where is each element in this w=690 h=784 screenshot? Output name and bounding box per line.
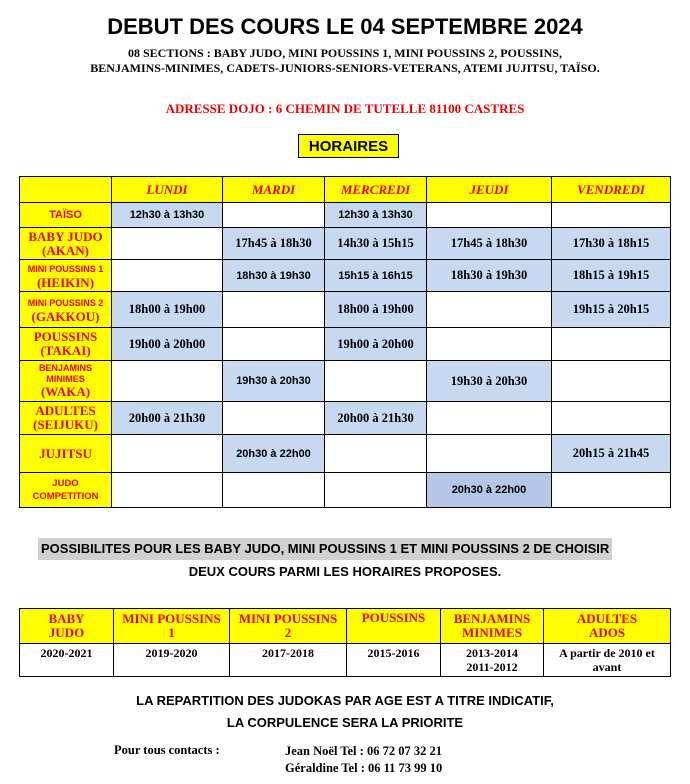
schedule-table — [19, 176, 671, 508]
row-label — [20, 292, 112, 328]
time-slot: 12h30 à 13h30 — [112, 203, 223, 228]
row-label — [20, 361, 112, 402]
time-slot — [112, 473, 223, 508]
birth-years-line: 2013-2014 — [466, 646, 518, 660]
time-slot: 20h00 à 21h30 — [325, 402, 427, 435]
birth-years-line: 2019-2020 — [145, 646, 198, 660]
time-slot: 19h30 à 20h30 — [427, 361, 552, 402]
age-years-row — [20, 644, 671, 677]
sections-line-2: BENJAMINS-MINIMES, CADETS-JUNIORS-SENIORS-VETERANS, ATEMI JUJITSU, TAÏSO. — [90, 61, 600, 75]
birth-years-line: 2017-2018 — [262, 646, 314, 660]
row-label — [20, 402, 112, 435]
age-header-line: 2 — [284, 625, 292, 640]
time-slot — [427, 328, 552, 361]
contact-entry: Jean Noël Tel : 06 72 07 32 21 — [285, 744, 442, 758]
row-label-line: (TAKAI) — [40, 343, 91, 358]
time-slot: 18h30 à 19h30 — [427, 260, 552, 292]
age-header-line: ADOS — [588, 625, 626, 640]
time-slot: 20h00 à 21h30 — [112, 402, 223, 435]
dojo-address: ADRESSE DOJO : 6 CHEMIN DE TUTELLE 81100 CASTRES — [165, 101, 525, 116]
time-slot — [223, 473, 325, 508]
time-slot: 12h30 à 13h30 — [325, 203, 427, 228]
row-label-line: (AKAN) — [42, 242, 89, 258]
contact-entry: Géraldine Tel : 06 11 73 99 10 — [285, 761, 443, 775]
time-slot — [552, 473, 671, 508]
birth-years — [347, 644, 441, 677]
day-header: MERCREDI — [325, 177, 427, 203]
row-label-line: JUDO — [52, 478, 79, 489]
age-header-row — [20, 609, 671, 644]
age-category-header — [114, 609, 230, 644]
age-header-line: MINI POUSSINS — [122, 611, 221, 626]
time-slot: 18h30 à 19h30 — [223, 260, 325, 292]
birth-years-line: 2011-2012 — [466, 660, 518, 674]
possibilities-line-1: POSSIBILITES POUR LES BABY JUDO, MINI POUSSINS 1 ET MINI POUSSINS 2 DE CHOISIR — [38, 538, 612, 560]
birth-years-line: 2015-2016 — [367, 646, 420, 660]
possibilities-line-2: DEUX COURS PARMI LES HORAIRES PROPOSES. — [188, 564, 502, 579]
page-title: DEBUT DES COURS LE 04 SEPTEMBRE 2024 — [107, 14, 583, 39]
time-slot: 14h30 à 15h15 — [325, 228, 427, 260]
row-label — [20, 228, 112, 260]
time-slot — [223, 292, 325, 328]
time-slot — [112, 228, 223, 260]
time-slot — [427, 292, 552, 328]
time-slot: 19h00 à 20h00 — [112, 328, 223, 361]
time-slot: 17h45 à 18h30 — [223, 228, 325, 260]
age-header-line: JUDO — [48, 625, 85, 640]
time-slot: 17h45 à 18h30 — [427, 228, 552, 260]
age-note — [0, 690, 690, 734]
birth-years — [20, 644, 114, 677]
schedule-row-mini-poussins-2 — [20, 292, 671, 328]
row-label-line: BABY JUDO — [28, 228, 103, 244]
row-label-line: BENJAMINS MINIMES — [38, 363, 92, 384]
time-slot — [325, 435, 427, 473]
time-slot: 18h00 à 19h00 — [325, 292, 427, 328]
row-label-line: (GAKKOU) — [31, 308, 100, 324]
age-header-line: MINIMES — [462, 625, 522, 640]
time-slot: 20h30 à 22h00 — [223, 435, 325, 473]
age-header-line: MINI POUSSINS — [238, 611, 338, 626]
age-note-line-2: LA CORPULENCE SERA LA PRIORITE — [226, 715, 464, 730]
time-slot: 20h15 à 21h45 — [552, 435, 671, 473]
time-slot — [325, 361, 427, 402]
time-slot — [325, 473, 427, 508]
schedule-row-taiso — [20, 203, 671, 228]
sections-line-1: 08 SECTIONS : BABY JUDO, MINI POUSSINS 1, MINI POUSSINS 2, POUSSINS, — [128, 46, 562, 60]
row-label-line: ADULTES — [35, 403, 96, 418]
time-slot — [427, 203, 552, 228]
birth-years — [114, 644, 230, 677]
row-label — [20, 328, 112, 361]
time-slot: 18h15 à 19h15 — [552, 260, 671, 292]
time-slot — [112, 435, 223, 473]
time-slot — [552, 361, 671, 402]
age-header-line: BABY — [48, 611, 85, 626]
row-label-line: (HEIKIN) — [36, 274, 95, 290]
time-slot — [427, 402, 552, 435]
day-header: LUNDI — [112, 177, 223, 203]
horaires-label: HORAIRES — [298, 134, 399, 158]
age-category-header — [20, 609, 114, 644]
birth-years-line: 2020-2021 — [40, 646, 93, 660]
birth-years-line: avant — [592, 660, 622, 674]
time-slot — [223, 402, 325, 435]
row-label-line: (WAKA) — [40, 384, 91, 399]
time-slot — [552, 402, 671, 435]
schedule-corner — [20, 177, 112, 203]
time-slot: 18h00 à 19h00 — [112, 292, 223, 328]
time-slot: 19h30 à 20h30 — [223, 361, 325, 402]
schedule-header-row — [20, 177, 671, 203]
schedule-row-adultes — [20, 402, 671, 435]
day-header: VENDREDI — [552, 177, 671, 203]
time-slot — [427, 435, 552, 473]
row-label — [20, 473, 112, 508]
row-label-line: POUSSINS — [33, 329, 98, 344]
age-header-line: BENJAMINS — [453, 611, 531, 626]
row-label-line: JUJITSU — [39, 445, 92, 461]
row-label-line: TAÏSO — [49, 209, 82, 221]
schedule-row-poussins — [20, 328, 671, 361]
age-table — [19, 608, 671, 677]
row-label-line: MINI POUSSINS 2 — [27, 297, 104, 308]
age-header-line: ADULTES — [576, 611, 638, 626]
age-category-header — [347, 609, 441, 644]
contacts-label: Pour tous contacts : — [114, 743, 220, 757]
row-label-line: (SEIJUKU) — [32, 417, 98, 432]
age-category-header — [230, 609, 347, 644]
age-note-line-1: LA REPARTITION DES JUDOKAS PAR AGE EST A TITRE INDICATIF, — [136, 693, 554, 708]
schedule-row-baby-judo — [20, 228, 671, 260]
time-slot: 20h30 à 22h00 — [427, 473, 552, 508]
birth-years — [544, 644, 671, 677]
row-label — [20, 203, 112, 228]
time-slot: 19h15 à 20h15 — [552, 292, 671, 328]
time-slot — [112, 260, 223, 292]
age-header-line: POUSSINS — [361, 610, 426, 625]
row-label — [20, 260, 112, 292]
row-label-line: COMPETITION — [32, 491, 99, 502]
sections-list — [40, 46, 650, 76]
day-header: MARDI — [223, 177, 325, 203]
schedule-row-mini-poussins-1 — [20, 260, 671, 292]
contacts-list — [285, 743, 442, 777]
time-slot: 19h00 à 20h00 — [325, 328, 427, 361]
schedule-row-jujitsu — [20, 435, 671, 473]
time-slot — [552, 203, 671, 228]
time-slot: 17h30 à 18h15 — [552, 228, 671, 260]
time-slot — [112, 361, 223, 402]
row-label-line: MINI POUSSINS 1 — [27, 263, 104, 274]
birth-years — [441, 644, 544, 677]
schedule-row-benjamins-minimes — [20, 361, 671, 402]
row-label — [20, 435, 112, 473]
day-header: JEUDI — [427, 177, 552, 203]
birth-years-line: A partir de 2010 et — [559, 646, 655, 660]
age-category-header — [544, 609, 671, 644]
age-category-header — [441, 609, 544, 644]
schedule-row-judo-competition — [20, 473, 671, 508]
time-slot — [223, 203, 325, 228]
age-header-line: 1 — [168, 625, 175, 640]
time-slot — [223, 328, 325, 361]
birth-years — [230, 644, 347, 677]
time-slot — [552, 328, 671, 361]
time-slot: 15h15 à 16h15 — [325, 260, 427, 292]
